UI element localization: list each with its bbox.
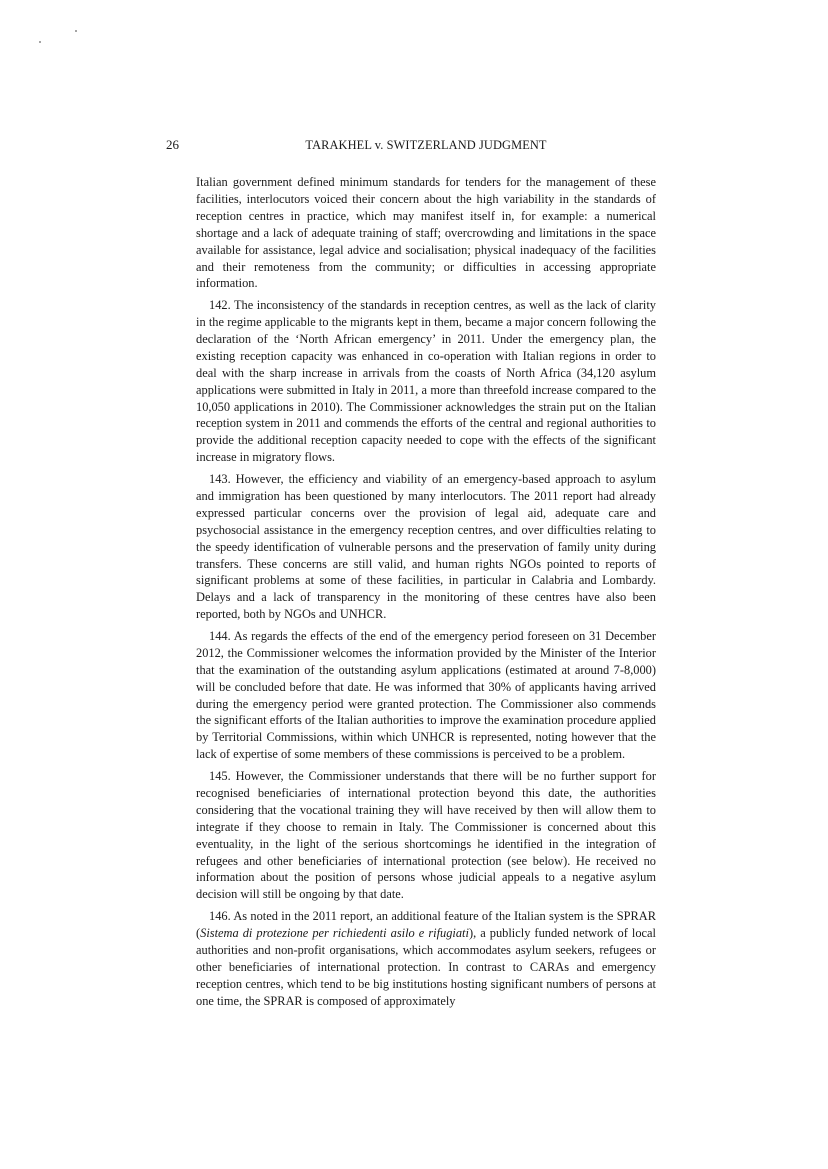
paragraph-146-text-after: ), a publicly funded network of local authorities and non-profit organisations, which accommodates asylum seekers, refugees or other beneficiaries of international protection. In contrast to CARAs and emergency reception centres, which tend to be big institutions hosting significant numbers of persons at one time, the SPRAR is composed of approximately <box>196 925 656 1008</box>
scan-speck <box>39 41 41 43</box>
scan-speck <box>75 30 77 32</box>
paragraph-146-text-before: 146. As noted in the 2011 report, an additional feature of the Italian system is the SPRAR ( <box>196 909 656 940</box>
paragraph-142: 142. The inconsistency of the standards in reception centres, as well as the lack of clarity in the regime applicable to the migrants kept in them, became a major concern following the declaration of the ‘North African emergency’ in 2011. Under the emergency plan, the existing reception capacity was enhanced in co-operation with Italian regions in order to deal with the sharp increase in arrivals from the coasts of North Africa (34,120 asylum applications were submitted in Italy in 2011, a more than threefold increase compared to the 10,050 applications in 2010). The Commissioner acknowledges the strain put on the Italian reception system in 2011 and commends the efforts of the central and regional authorities to provide the additional reception capacity needed to cope with the effects of the significant increase in migratory flows. <box>196 298 656 465</box>
sprar-italian-name: Sistema di protezione per richiedenti asilo e rifugiati <box>200 925 469 940</box>
paragraph-144: 144. As regards the effects of the end of the emergency period foreseen on 31 December 2012, the Commissioner welcomes the information provided by the Minister of the Interior that the examination of the outstanding asylum applications (estimated at around 7-8,000) will be concluded before that date. He was informed that 30% of applicants having arrived during the emergency period were granted protection. The Commissioner also commends the significant efforts of the Italian authorities to improve the examination procedure applied by Territorial Commissions, within which UNHCR is represented, noting however that the lack of expertise of some members of these commissions is perceived to be a problem. <box>196 628 656 762</box>
page-number: 26 <box>166 137 179 152</box>
judgment-body <box>196 174 656 1014</box>
paragraph-143: 143. However, the efficiency and viability of an emergency-based approach to asylum and immigration has been questioned by many interlocutors. The 2011 report had already expressed particular concerns over the provision of legal aid, adequate care and psychosocial assistance in the emergency reception centres, and over difficulties relating to the speedy identification of vulnerable persons and the preservation of family unity during transfers. These concerns are still valid, and human rights NGOs pointed to reports of significant problems at some of these facilities, in particular in Calabria and Lombardy. Delays and a lack of transparency in the monitoring of these centres have also been reported, both by NGOs and UNHCR. <box>196 472 656 622</box>
paragraph-continued: Italian government defined minimum standards for tenders for the management of these facilities, interlocutors voiced their concern about the high variability in the standards of reception centres in practice, which may manifest itself in, for example: a numerical shortage and a lack of adequate training of staff; overcrowding and limitations in the space available for assistance, legal advice and socialisation; physical inadequacy of the facilities and their remoteness from the community; or difficulties in accessing appropriate information. <box>196 175 656 291</box>
paragraph-146 <box>196 908 656 1009</box>
paragraph-145: 145. However, the Commissioner understands that there will be no further support for recognised beneficiaries of international protection beyond this date, the authorities considering that the vocational training they will have received by then will allow them to integrate if they choose to remain in Italy. The Commissioner is concerned about this eventuality, in the light of the serious shortcomings he identified in the integration of refugees and other beneficiaries of international protection (see below). He received no information about the position of persons whose judicial appeals to a negative asylum decision will still be ongoing by that date. <box>196 769 656 902</box>
running-title: TARAKHEL v. SWITZERLAND JUDGMENT <box>305 138 547 152</box>
